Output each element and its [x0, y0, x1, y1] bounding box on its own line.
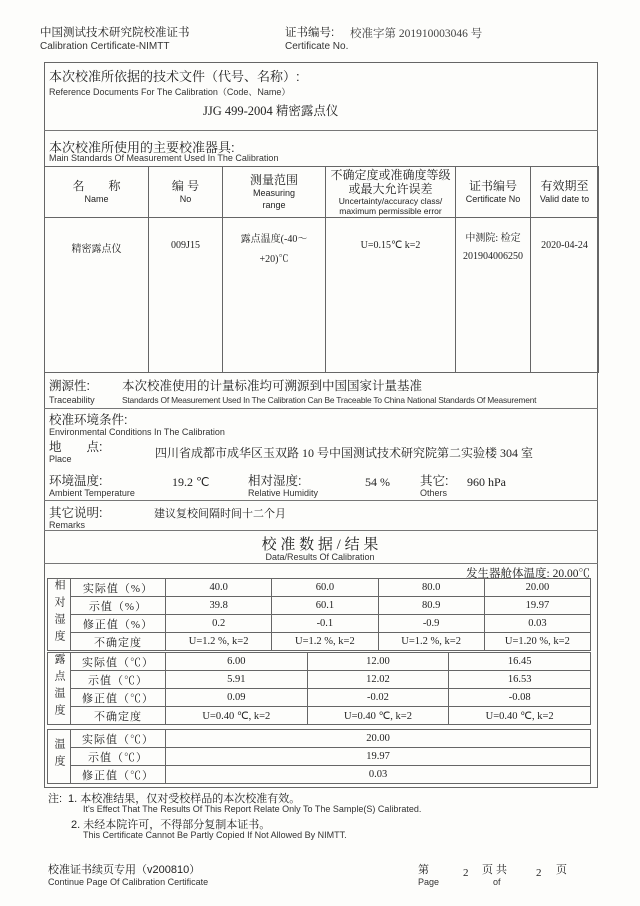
cell: U=0.40 ℃, k=2 [307, 707, 449, 725]
cell: 6.00 [166, 653, 308, 671]
table-row [48, 689, 591, 707]
temp-value: 19.2 ℃ [172, 475, 210, 489]
col-header-cert-no: 证书编号 Certificate No [456, 167, 531, 218]
place-label-en: Place [49, 454, 72, 464]
place-label: 地 点: [49, 440, 103, 454]
cell: 12.00 [307, 653, 449, 671]
divider [44, 500, 598, 501]
rh-label-en: Relative Humidity [248, 488, 319, 498]
remarks-value: 建议复校间隔时间十二个月 [154, 508, 286, 520]
page-label: 第 [418, 864, 429, 876]
rh-label: 相对湿度: [248, 474, 302, 488]
divider [44, 530, 598, 531]
row-label: 实际值（%） [71, 579, 166, 597]
results-title: 校 准 数 据 / 结 果 [261, 537, 379, 553]
cell: 19.97 [166, 748, 591, 766]
dew-group-label: 露点温度 [48, 653, 71, 725]
dew-table [47, 652, 591, 725]
cell: -0.1 [272, 615, 378, 633]
temp-table [47, 729, 591, 784]
traceability-value: 本次校准使用的计量标准均可溯源到中国国家计量基准 [122, 379, 423, 393]
table-row [48, 707, 591, 725]
cell-uncertainty: U=0.15℃ k=2 [326, 218, 456, 373]
footer-title-en: Continue Page Of Calibration Certificate [48, 877, 209, 887]
cell: 40.0 [166, 579, 272, 597]
note-2: 2. 未经本院许可，不得部分复制本证书。 [71, 819, 271, 831]
reference-value: JJG 499-2004 精密露点仪 [203, 104, 339, 118]
org-title-en: Calibration Certificate-NIMTT [40, 41, 170, 52]
col-header-no: 编 号 No [149, 167, 223, 218]
temp-group-label: 温度 [48, 730, 71, 784]
standards-row [45, 218, 599, 373]
row-label: 示值（%） [71, 597, 166, 615]
cell: 5.91 [166, 671, 308, 689]
cell: 0.03 [166, 766, 591, 784]
traceability-label-en: Traceability [49, 395, 95, 405]
cell-name: 精密露点仪 [45, 218, 149, 373]
temp-label: 环境温度: [49, 474, 103, 488]
place-value: 四川省成都市成华区玉双路 10 号中国测试技术研究院第二实验楼 304 室 [155, 446, 534, 460]
table-row [48, 748, 591, 766]
cell: -0.02 [307, 689, 449, 707]
page-total: 2 [536, 867, 542, 879]
table-row [48, 730, 591, 748]
of-label-en: of [493, 877, 501, 887]
page-number: 2 [463, 867, 469, 879]
table-row [48, 633, 591, 651]
page-label-en: Page [418, 877, 440, 887]
standards-title: 本次校准所使用的主要校准器具: [49, 140, 235, 155]
note-1: 1. 本校准结果，仅对受校样品的本次校准有效。 [68, 793, 301, 805]
rh-value: 54 % [365, 475, 390, 489]
col-header-uncertainty: 不确定度或准确度等级或最大允许误差 Uncertainty/accuracy class/ maximum permissible error [326, 167, 456, 218]
env-title: 校准环境条件: [49, 413, 128, 427]
temp-label-en: Ambient Temperature [49, 488, 135, 498]
cell: 0.03 [484, 615, 590, 633]
cell: U=0.40 ℃, k=2 [449, 707, 591, 725]
rh-table [47, 578, 591, 651]
cell: 12.02 [307, 671, 449, 689]
cell: 20.00 [484, 579, 590, 597]
row-label: 实际值（℃） [71, 730, 166, 748]
row-label: 修正值（%） [71, 615, 166, 633]
cell: 19.97 [484, 597, 590, 615]
of-label: 页 共 [482, 864, 508, 876]
traceability-label: 溯源性: [49, 379, 90, 393]
divider [44, 130, 598, 131]
col-header-valid: 有效期至 Valid date to [531, 167, 599, 218]
cell: 0.2 [166, 615, 272, 633]
reference-title: 本次校准所依据的技术文件（代号、名称）: [49, 69, 300, 84]
org-title: 中国测试技术研究院校准证书 [40, 27, 190, 39]
table-row [48, 579, 591, 597]
cell: 80.9 [378, 597, 484, 615]
page-total-suffix: 页 [556, 864, 567, 876]
cell: 0.09 [166, 689, 308, 707]
col-header-name: 名 称 Name [45, 167, 149, 218]
standards-header-row [45, 167, 599, 218]
cert-no-value: 校准字第 201910003046 号 [350, 28, 483, 40]
cell: U=1.2 %, k=2 [166, 633, 272, 651]
table-row [48, 597, 591, 615]
cert-no-label: 证书编号: [285, 27, 335, 39]
footer-title: 校准证书续页专用（v200810） [48, 864, 201, 876]
cell: U=0.40 ℃, k=2 [166, 707, 308, 725]
standards-table [44, 166, 599, 373]
divider [44, 563, 598, 564]
cell-no: 009J15 [149, 218, 223, 373]
remarks-label-en: Remarks [49, 520, 86, 530]
cell: -0.9 [378, 615, 484, 633]
row-label: 示值（℃） [71, 748, 166, 766]
row-label: 实际值（℃） [71, 653, 166, 671]
cell: U=1.2 %, k=2 [272, 633, 378, 651]
row-label: 不确定度 [71, 707, 166, 725]
table-row [48, 653, 591, 671]
row-label: 示值（℃） [71, 671, 166, 689]
cell: -0.08 [449, 689, 591, 707]
row-label: 不确定度 [71, 633, 166, 651]
cell: U=1.2 %, k=2 [378, 633, 484, 651]
table-row [48, 615, 591, 633]
note-1-en: It's Effect That The Results Of This Report Relate Only To The Sample(S) Calibrated. [83, 804, 422, 814]
cell: 16.45 [449, 653, 591, 671]
traceability-value-en: Standards Of Measurement Used In The Calibration Can Be Traceable To China National Standards Of Measurement [122, 395, 537, 405]
results-title-en: Data/Results Of Calibration [265, 552, 375, 562]
divider [44, 408, 598, 409]
row-label: 修正值（℃） [71, 766, 166, 784]
cell: 16.53 [449, 671, 591, 689]
others-label-en: Others [420, 488, 448, 498]
reference-title-en: Reference Documents For The Calibration（Code、Name） [49, 87, 291, 97]
table-row [48, 671, 591, 689]
env-title-en: Environmental Conditions In The Calibration [49, 427, 225, 437]
cell: U=1.20 %, k=2 [484, 633, 590, 651]
note-2-en: This Certificate Cannot Be Partly Copied If Not Allowed By NIMTT. [83, 830, 347, 840]
others-value: 960 hPa [467, 475, 506, 489]
col-header-range: 测量范围 Measuring range [223, 167, 326, 218]
cert-no-label-en: Certificate No. [285, 41, 349, 52]
cell: 60.0 [272, 579, 378, 597]
row-label: 修正值（℃） [71, 689, 166, 707]
cell-valid: 2020-04-24 [531, 218, 599, 373]
cell: 60.1 [272, 597, 378, 615]
remarks-label: 其它说明: [49, 506, 103, 520]
table-row [48, 766, 591, 784]
rh-group-label: 相对湿度 [48, 579, 71, 651]
others-label: 其它: [420, 474, 449, 488]
cell: 39.8 [166, 597, 272, 615]
cell-range: 露点温度(-40～+20)℃ [223, 218, 326, 373]
cell: 20.00 [166, 730, 591, 748]
standards-title-en: Main Standards Of Measurement Used In The Calibration [49, 153, 279, 163]
notes-prefix: 注: [48, 793, 63, 805]
cell-cert-no: 中测院: 检定 201904006250 [456, 218, 531, 373]
cell: 80.0 [378, 579, 484, 597]
generator-temp: 发生器舱体温度: 20.00℃ [466, 568, 590, 580]
